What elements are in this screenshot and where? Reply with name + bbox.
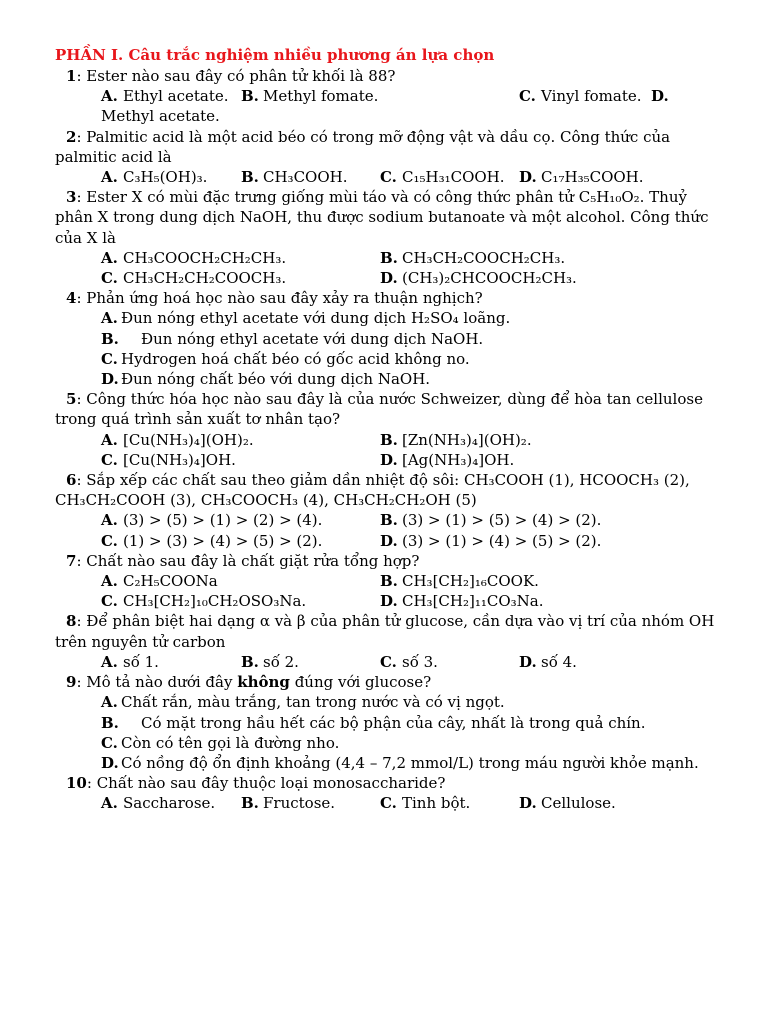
- option-label: D.: [380, 592, 398, 611]
- question-7: [55, 551, 725, 612]
- option-b: [241, 86, 519, 106]
- option-text: CH₃[CH₂]₁₀CH₂OSO₃Na.: [123, 592, 307, 611]
- option-c: [101, 531, 380, 551]
- question-text: : Sắp xếp các chất sau theo giảm dần nhiệt độ sôi: CH₃COOH (1), HCOOCH₃ (2), CH₃CH₂COOH (3), CH₃COOCH₃ (4), CH₃CH₂CH₂OH (5): [55, 471, 690, 510]
- options-row: [55, 793, 725, 813]
- option-label: D.: [519, 794, 537, 813]
- question-number: 6: [66, 471, 77, 490]
- option-label: C.: [380, 168, 397, 187]
- question-1: [55, 66, 725, 127]
- option-text: Có mặt trong hầu hết các bộ phận của cây, nhất là trong quả chín.: [141, 713, 646, 732]
- option-text: [Ag(NH₃)₄]OH.: [402, 450, 515, 469]
- option-label: D.: [651, 87, 669, 106]
- option-text: số 3.: [402, 652, 438, 671]
- option-text: Vinyl fomate.: [541, 87, 642, 106]
- option-text: Methyl fomate.: [263, 87, 379, 106]
- question-3: [55, 187, 725, 288]
- option-label: A.: [101, 511, 118, 530]
- question-stem: [55, 187, 725, 248]
- option-text: CH₃CH₂COOCH₂CH₃.: [402, 248, 566, 267]
- options-row: [55, 430, 725, 450]
- option-label: C.: [101, 269, 118, 288]
- option-text: (3) > (1) > (4) > (5) > (2).: [402, 531, 602, 550]
- option-b: [380, 510, 601, 530]
- option-text: Tinh bột.: [402, 794, 471, 813]
- question-stem: [55, 66, 725, 86]
- option-label: B.: [241, 168, 259, 187]
- option-label: B.: [380, 511, 398, 530]
- option-text: CH₃CH₂CH₂COOCH₃.: [123, 269, 287, 288]
- option-a: [55, 308, 725, 328]
- question-number: 9: [66, 673, 77, 692]
- option-label: B.: [101, 329, 119, 348]
- option-text: [Cu(NH₃)₄](OH)₂.: [123, 430, 254, 449]
- option-a: [101, 571, 380, 591]
- option-text: (3) > (5) > (1) > (2) > (4).: [123, 511, 323, 530]
- question-stem: [55, 773, 725, 793]
- options-row: [55, 510, 725, 530]
- option-b: [241, 652, 380, 672]
- question-6: [55, 470, 725, 551]
- option-d: [380, 591, 544, 611]
- option-label: C.: [101, 592, 118, 611]
- question-number: 1: [66, 67, 77, 85]
- option-text: Fructose.: [263, 794, 336, 813]
- option-text: Saccharose.: [123, 794, 216, 813]
- option-text: CH₃COOH.: [263, 168, 348, 187]
- option-d: [380, 268, 577, 288]
- option-text: số 4.: [541, 652, 577, 671]
- option-a: [101, 86, 241, 106]
- option-label: C.: [101, 531, 118, 550]
- question-number: 3: [66, 188, 77, 207]
- option-label: D.: [519, 652, 537, 671]
- option-text: CH₃COOCH₂CH₂CH₃.: [123, 248, 287, 267]
- option-label: C.: [101, 450, 118, 469]
- option-text: C₁₅H₃₁COOH.: [402, 168, 505, 187]
- question-text: : Ester X có mùi đặc trưng giống mùi táo và có công thức phân tử C₅H₁₀O₂. Thuỷ phân X trong dung dịch NaOH, thu được sodium butanoate và một alcohol. Công thức của X là: [55, 188, 709, 247]
- option-c: [55, 349, 725, 369]
- question-number: 4: [66, 289, 77, 308]
- option-label: D.: [380, 531, 398, 550]
- options-row: [55, 268, 725, 288]
- question-text: : Mô tả nào dưới đây: [76, 673, 238, 692]
- option-text: Cellulose.: [541, 794, 616, 813]
- option-d: [380, 450, 514, 470]
- question-2: [55, 127, 725, 188]
- option-text: CH₃[CH₂]₁₁CO₃Na.: [402, 592, 544, 611]
- option-c: [380, 167, 519, 187]
- question-text: : Chất nào sau đây thuộc loại monosaccharide?: [86, 774, 446, 793]
- option-d: [519, 793, 616, 813]
- option-label: C.: [101, 349, 118, 368]
- option-b: [380, 571, 539, 591]
- option-label: C.: [101, 733, 118, 752]
- option-label: C.: [380, 794, 397, 813]
- question-stem: [55, 611, 725, 651]
- option-text: Đun nóng ethyl acetate với dung dịch H₂SO₄ loãng.: [121, 309, 511, 328]
- question-text: : Phản ứng hoá học nào sau đây xảy ra thuận nghịch?: [76, 289, 483, 308]
- option-b: [241, 167, 380, 187]
- options-row: [55, 86, 725, 126]
- option-label: A.: [101, 309, 118, 328]
- option-d: [380, 531, 601, 551]
- option-c: [380, 793, 519, 813]
- option-label: B.: [241, 652, 259, 671]
- option-text: số 2.: [263, 652, 299, 671]
- option-text: C₃H₅(OH)₃.: [123, 168, 208, 187]
- question-number: 7: [66, 551, 77, 570]
- options-row: [55, 571, 725, 591]
- option-a: [101, 510, 380, 530]
- option-a: [101, 430, 380, 450]
- question-text-emphasis: không: [237, 673, 290, 692]
- option-a: [55, 692, 725, 712]
- options-row: [55, 531, 725, 551]
- option-label: B.: [380, 572, 398, 591]
- option-c: [101, 450, 380, 470]
- question-8: [55, 611, 725, 672]
- option-label: A.: [101, 693, 118, 712]
- option-b: [55, 713, 725, 733]
- question-number: 8: [66, 612, 77, 631]
- question-text: : Để phân biệt hai dạng α và β của phân tử glucose, cần dựa vào vị trí của nhóm OH trên nguyên tử carbon: [55, 612, 715, 651]
- option-label: A.: [101, 87, 118, 106]
- option-label: A.: [101, 248, 118, 267]
- options-row: [55, 248, 725, 268]
- option-d: [519, 652, 577, 672]
- option-d: [55, 753, 725, 773]
- question-number: 10: [66, 774, 87, 793]
- option-text: [Zn(NH₃)₄](OH)₂.: [402, 430, 532, 449]
- option-label: D.: [101, 753, 119, 772]
- option-text: Còn có tên gọi là đường nho.: [121, 733, 340, 752]
- option-b: [380, 430, 532, 450]
- option-label: D.: [380, 269, 398, 288]
- section-title: PHẦN I. Câu trắc nghiệm nhiều phương án lựa chọn: [55, 46, 495, 64]
- question-9: [55, 672, 725, 773]
- question-number: 5: [66, 390, 77, 409]
- question-10: [55, 773, 725, 813]
- option-text: CH₃[CH₂]₁₆COOK.: [402, 572, 539, 591]
- question-stem: [55, 551, 725, 571]
- question-4: [55, 288, 725, 389]
- option-text: (1) > (3) > (4) > (5) > (2).: [123, 531, 323, 550]
- option-text: (3) > (1) > (5) > (4) > (2).: [402, 511, 602, 530]
- option-label: D.: [380, 450, 398, 469]
- option-c: [101, 591, 380, 611]
- options-row: [55, 591, 725, 611]
- option-label: B.: [380, 248, 398, 267]
- option-label: C.: [519, 87, 536, 106]
- option-text: số 1.: [123, 652, 159, 671]
- option-label: B.: [380, 430, 398, 449]
- option-text: Có nồng độ ổn định khoảng (4,4 – 7,2 mmol/L) trong máu người khỏe mạnh.: [121, 753, 699, 772]
- option-b: [380, 248, 565, 268]
- option-d: [519, 167, 644, 187]
- option-text: Đun nóng chất béo với dung dịch NaOH.: [121, 370, 431, 389]
- option-label: A.: [101, 430, 118, 449]
- question-text: : Chất nào sau đây là chất giặt rửa tổng hợp?: [76, 551, 420, 570]
- options-row: [55, 652, 725, 672]
- option-a: [101, 793, 241, 813]
- option-c: [519, 86, 651, 106]
- question-text-end: đúng với glucose?: [289, 673, 432, 692]
- option-d: [55, 369, 725, 389]
- option-text: Hydrogen hoá chất béo có gốc acid không no.: [121, 349, 470, 368]
- question-stem: [55, 672, 725, 692]
- option-label: B.: [101, 713, 119, 732]
- question-stem: [55, 127, 725, 167]
- option-a: [101, 248, 380, 268]
- option-label: A.: [101, 168, 118, 187]
- options-row: [55, 167, 725, 187]
- question-number: 2: [66, 127, 77, 146]
- option-text: Đun nóng ethyl acetate với dung dịch NaOH.: [141, 329, 484, 348]
- option-label: D.: [519, 168, 537, 187]
- question-text: : Ester nào sau đây có phân tử khối là 88?: [76, 67, 396, 85]
- option-text: Chất rắn, màu trắng, tan trong nước và có vị ngọt.: [121, 693, 505, 712]
- option-text: Ethyl acetate.: [123, 87, 229, 106]
- option-c: [101, 268, 380, 288]
- option-text: (CH₃)₂CHCOOCH₂CH₃.: [402, 269, 577, 288]
- option-c: [380, 652, 519, 672]
- question-text: : Công thức hóa học nào sau đây là của nước Schweizer, dùng để hòa tan cellulose trong quá trình sản xuất tơ nhân tạo?: [55, 390, 703, 429]
- question-5: [55, 389, 725, 470]
- option-label: D.: [101, 370, 119, 389]
- option-label: B.: [241, 794, 259, 813]
- option-label: A.: [101, 652, 118, 671]
- option-label: C.: [380, 652, 397, 671]
- option-c: [55, 733, 725, 753]
- option-label: A.: [101, 794, 118, 813]
- question-stem: [55, 470, 725, 510]
- option-text: Methyl acetate.: [101, 107, 220, 126]
- option-text: C₁₇H₃₅COOH.: [541, 168, 644, 187]
- option-label: B.: [241, 87, 259, 106]
- option-label: A.: [101, 572, 118, 591]
- options-row: [55, 450, 725, 470]
- option-a: [101, 167, 241, 187]
- option-text: C₂H₅COONa: [123, 572, 218, 591]
- question-text: : Palmitic acid là một acid béo có trong mỡ động vật và dầu cọ. Công thức của palmitic acid là: [55, 127, 671, 166]
- option-a: [101, 652, 241, 672]
- option-b: [55, 329, 725, 349]
- option-b: [241, 793, 380, 813]
- question-stem: [55, 389, 725, 429]
- option-text: [Cu(NH₃)₄]OH.: [123, 450, 236, 469]
- question-stem: [55, 288, 725, 308]
